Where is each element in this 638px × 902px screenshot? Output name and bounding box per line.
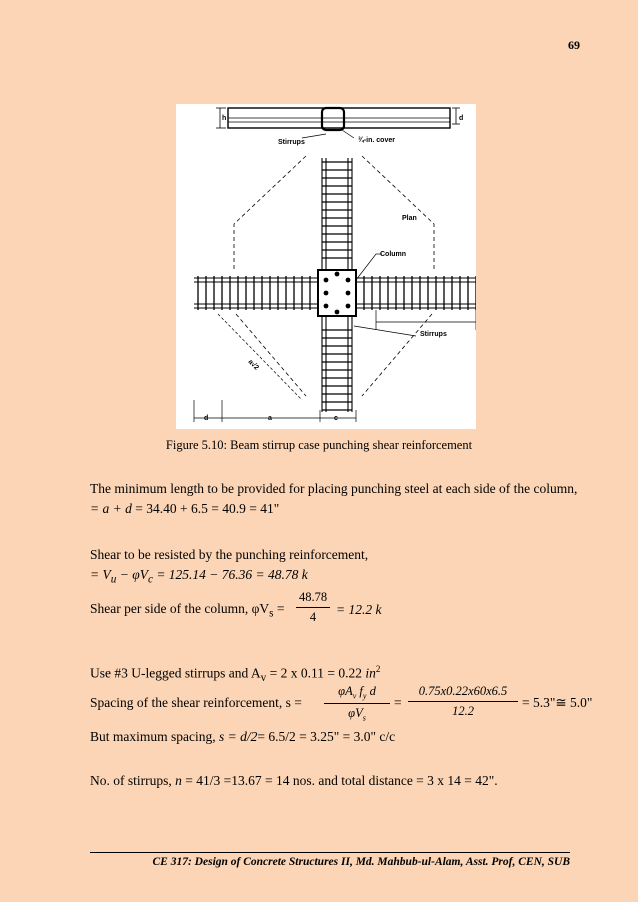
shear-per-side-label: Shear per side of the column, φV	[90, 601, 270, 616]
label-a-root2: a√2	[246, 358, 260, 372]
figure-caption: Figure 5.10: Beam stirrup case punching shear reinforcement	[165, 438, 473, 452]
eq-min-length-value: = 34.40 + 6.5 = 40.9 = 41"	[131, 501, 280, 516]
stirrups-dimension	[354, 310, 476, 336]
fraction-spacing-numeric	[408, 684, 518, 719]
spacing-num-numeric: 0.75x0.22x60x6.5	[418, 684, 508, 698]
eq-phivc: − φV	[116, 567, 148, 582]
label-stirrups-right: Stirrups	[420, 331, 447, 338]
diagonal-dimension	[218, 314, 302, 400]
label-h: h	[222, 115, 227, 122]
eq-a-plus-d: = a + d	[90, 501, 132, 516]
page-footer: CE 317: Design of Concrete Structures II, Md. Mahbub-ul-Alam, Asst. Prof, CEN, SUB	[152, 856, 570, 868]
paragraph-shear-resisted: Shear to be resisted by the punching reinforcement,	[90, 547, 369, 562]
eq-sub-u: u	[110, 573, 117, 586]
bottom-dimension-line	[194, 400, 356, 422]
eq-sub-c: c	[147, 573, 153, 586]
shear-per-side-eq: =	[273, 601, 285, 616]
paragraph-max-spacing	[90, 728, 570, 746]
label-dim-c: c	[334, 415, 338, 422]
spacing-num-sub-v: v	[352, 691, 357, 701]
spacing-label: Spacing of the shear reinforcement, s =	[90, 695, 302, 710]
fraction-spacing-symbolic	[324, 684, 390, 722]
max-spacing-value: = 6.5/2 = 3.25" = 3.0" c/c	[257, 729, 396, 744]
spacing-num-d: d	[366, 684, 376, 698]
label-plan: Plan	[402, 215, 417, 222]
stirrup-area-text: Use #3 U-legged stirrups and A	[90, 665, 261, 681]
stirrup-area-sub: v	[260, 672, 267, 685]
stirrup-area-exp: 2	[375, 664, 381, 674]
no-stirrups-label: No. of stirrups,	[90, 773, 176, 788]
max-spacing-eq: s = d/2	[219, 729, 258, 744]
equation-shear-resisted	[90, 566, 570, 589]
column-square	[318, 270, 356, 316]
label-d-top: d	[459, 115, 464, 122]
stirrup-area-value: = 2 x 0.11 = 0.22	[266, 665, 366, 681]
leader-lines	[356, 254, 382, 280]
no-stirrups-value: = 41/3 =13.67 = 14 nos. and total distance = 3 x 14 = 42".	[181, 773, 498, 788]
shear-per-side-result: = 12.2 k	[336, 602, 382, 617]
spacing-den-sub-s: s	[362, 713, 366, 722]
spacing-num-fy: f	[356, 684, 363, 698]
fraction-shear-per-side	[296, 590, 330, 625]
beam-elevation	[216, 108, 460, 138]
spacing-den-numeric: 12.2	[452, 704, 474, 718]
spacing-num-sub-y: y	[362, 691, 367, 701]
paragraph-no-of-stirrups	[90, 772, 570, 790]
label-stirrups-top: Stirrups	[278, 139, 305, 146]
label-cover: ¾-in. cover	[358, 137, 395, 144]
label-dim-a: a	[268, 415, 272, 422]
stirrup-area-unit: in	[365, 665, 376, 681]
eq-vu: = V	[90, 567, 111, 582]
no-stirrups-n: n	[175, 773, 182, 788]
footer-rule	[90, 852, 570, 853]
figure-beam-stirrup	[176, 104, 476, 429]
max-spacing-label: But maximum spacing,	[90, 729, 219, 744]
shear-per-side-sub: s	[269, 607, 274, 620]
spacing-equals: =	[394, 695, 402, 710]
page-number: 69	[568, 38, 580, 52]
spacing-num-phiav: φA	[338, 684, 353, 698]
eq-shear-value: = 125.14 − 76.36 = 48.78 k	[152, 567, 308, 582]
paragraph-min-length: The minimum length to be provided for placing punching steel at each side of the column,	[90, 481, 578, 496]
figure-drawing	[176, 104, 476, 429]
frac-num-48-78: 48.78	[298, 590, 328, 604]
equation-min-length	[90, 500, 570, 518]
spacing-den-phivs: φV	[348, 705, 363, 720]
label-column: Column	[380, 251, 407, 258]
label-dim-d: d	[204, 415, 209, 422]
paragraph-shear-per-side	[90, 600, 570, 623]
spacing-result: = 5.3"≅ 5.0"	[522, 695, 593, 710]
frac-den-4: 4	[309, 610, 317, 624]
